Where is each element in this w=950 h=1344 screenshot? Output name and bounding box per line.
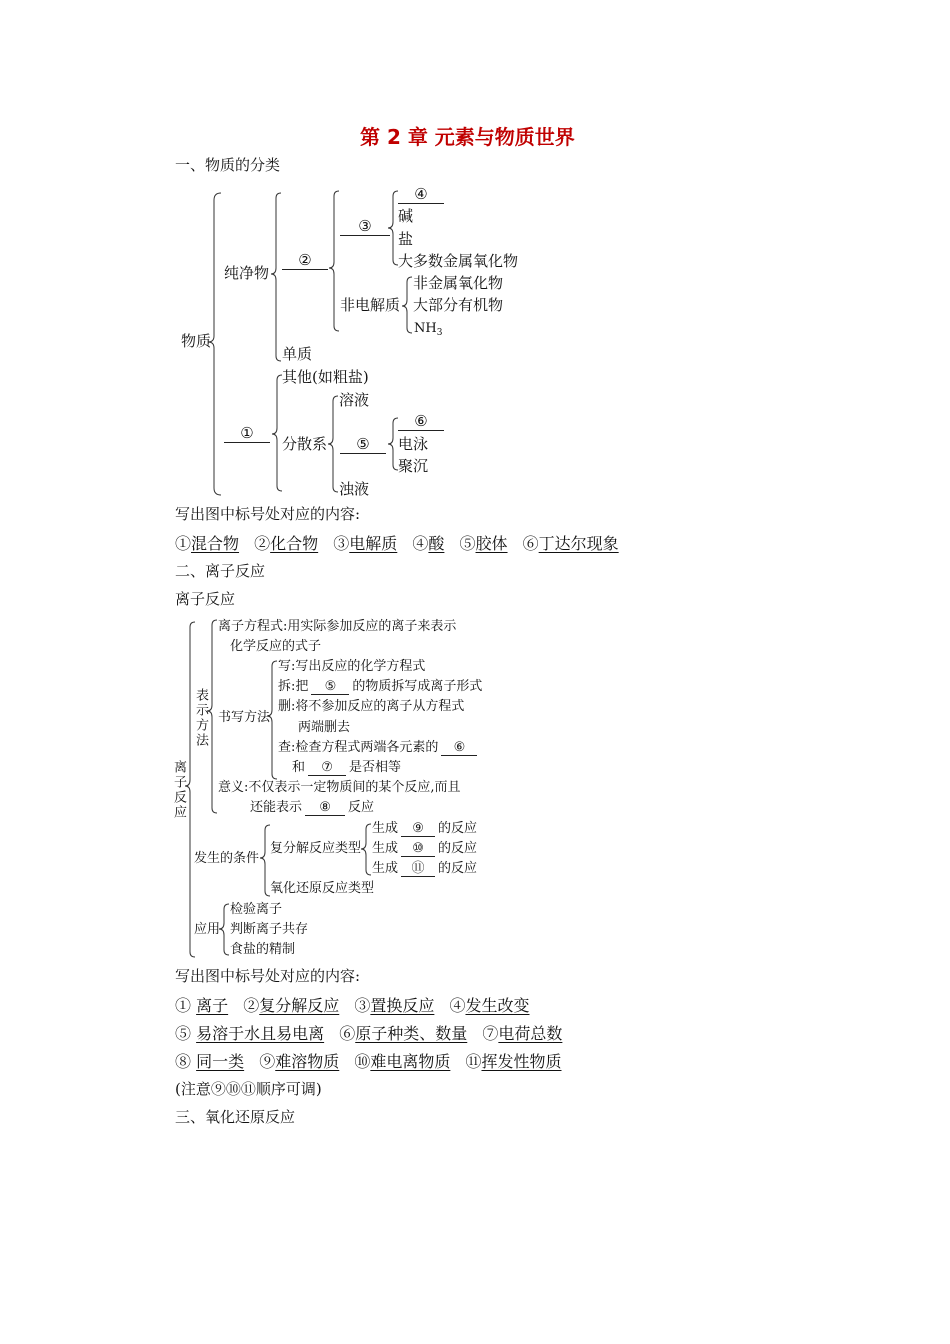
node-metal-oxide: 大多数金属氧化物: [398, 252, 519, 270]
node-and: [292, 761, 401, 776]
answer-num: ①: [175, 996, 192, 1015]
answer-num: ②: [254, 534, 271, 553]
answer-text: 电解质: [349, 534, 398, 553]
answer-text: 混合物: [191, 534, 240, 553]
section1-prompt: 写出图中标号处对应的内容:: [175, 505, 361, 523]
page-title: 第 2 章 元素与物质世界: [360, 125, 575, 149]
blank-9-ion: ⑨: [401, 822, 435, 837]
node-coagulation: 聚沉: [398, 457, 429, 475]
answer-text: 同一类: [196, 1052, 245, 1071]
answer-num: ⑦: [482, 1024, 499, 1043]
node-express-method: 表示方法: [193, 688, 208, 748]
node-solution: 溶液: [339, 391, 370, 409]
node-eq-def-2: 化学反应的式子: [230, 639, 322, 654]
blank-6: ⑥: [398, 414, 444, 431]
answer-num: ①: [175, 534, 192, 553]
node-writing-method: 书写方法: [218, 710, 271, 725]
node-app-3: 食盐的精制: [230, 942, 296, 957]
node-organics: 大部分有机物: [413, 296, 504, 314]
nh3-subscript: 3: [436, 328, 443, 338]
blank-8-ion: ⑧: [305, 801, 345, 816]
answer-text: 原子种类、数量: [355, 1024, 468, 1043]
node-conditions: 发生的条件: [194, 851, 260, 866]
section2-answers-row-2: [175, 1026, 562, 1042]
answer-text: 难电离物质: [370, 1052, 451, 1071]
answer-text: 复分解反应: [259, 996, 340, 1015]
gen-label: 生成: [372, 841, 399, 856]
meaning-prefix: 还能表示: [250, 800, 303, 815]
blank-5-ion: ⑤: [311, 680, 349, 695]
split-prefix: 拆:把: [278, 679, 309, 694]
blank-2: ②: [282, 253, 328, 270]
answer-text: 电荷总数: [498, 1024, 563, 1043]
node-meaning-1: 意义:不仅表示一定物质间的某个反应,而且: [218, 780, 461, 795]
answer-text: 发生改变: [465, 996, 530, 1015]
node-split: [278, 680, 482, 695]
node-salt: 盐: [398, 230, 414, 248]
node-substance: 物质: [181, 332, 212, 350]
section3-heading: 三、氧化还原反应: [175, 1108, 296, 1126]
blank-5: ⑤: [340, 437, 386, 454]
gen-label: 生成: [372, 821, 399, 836]
node-application: 应用: [194, 922, 221, 937]
blank-6-ion: ⑥: [441, 741, 477, 756]
split-suffix: 的物质拆写成离子形式: [352, 679, 483, 694]
answer-text: 挥发性物质: [481, 1052, 562, 1071]
answer-text: 胶体: [475, 534, 508, 553]
node-app-2: 判断离子共存: [230, 922, 309, 937]
blank-10-ion: ⑩: [401, 842, 435, 857]
answer-num: ⑪: [465, 1052, 482, 1071]
node-base: 碱: [398, 207, 414, 225]
node-gen-10: [372, 842, 477, 857]
and-suffix: 是否相等: [349, 760, 402, 775]
node-gen-9: [372, 822, 477, 837]
blank-7-ion: ⑦: [308, 761, 346, 776]
node-meaning-2: [250, 801, 374, 816]
and-prefix: 和: [292, 760, 306, 775]
section2-subheading: 离子反应: [175, 590, 236, 608]
node-element: 单质: [282, 345, 313, 363]
answer-num: ④: [449, 996, 466, 1015]
node-pure-substance: 纯净物: [224, 264, 270, 282]
answer-text: 离子: [196, 996, 229, 1015]
answer-num: ⑧: [175, 1052, 192, 1071]
answer-text: 置换反应: [370, 996, 435, 1015]
node-app-1: 检验离子: [230, 902, 283, 917]
answer-num: ③: [333, 534, 350, 553]
gen-label: 生成: [372, 861, 399, 876]
blank-3: ③: [340, 219, 390, 236]
node-eq-def-1: 离子方程式:用实际参加反应的离子来表示: [218, 619, 457, 634]
node-ion-reaction: 离子反应: [171, 760, 186, 820]
gen-suffix: 的反应: [438, 841, 478, 856]
section2-answers-row-1: [175, 998, 530, 1014]
gen-suffix: 的反应: [438, 821, 478, 836]
node-check: [278, 741, 477, 756]
meaning-suffix: 反应: [348, 800, 375, 815]
check-prefix: 查:检查方程式两端各元素的: [278, 740, 439, 755]
node-gen-11: [372, 862, 477, 877]
answer-text: 易溶于水且易电离: [196, 1024, 325, 1043]
answer-text: 酸: [428, 534, 445, 553]
answer-text: 难溶物质: [275, 1052, 340, 1071]
section2-note: (注意⑨⑩⑪顺序可调): [175, 1080, 322, 1098]
answer-num: ⑤: [175, 1024, 192, 1043]
answer-num: ⑥: [339, 1024, 356, 1043]
blank-4: ④: [398, 187, 444, 204]
blank-11-ion: ⑪: [401, 862, 435, 877]
node-electrophoresis: 电泳: [398, 435, 429, 453]
answer-num: ④: [412, 534, 429, 553]
node-write: 写:写出反应的化学方程式: [278, 659, 426, 674]
section2-heading: 二、离子反应: [175, 562, 266, 580]
node-nonmetal-oxide: 非金属氧化物: [413, 274, 504, 292]
node-metathesis: 复分解反应类型: [270, 841, 362, 856]
answer-text: 丁达尔现象: [538, 534, 619, 553]
node-nonelectrolyte: 非电解质: [340, 296, 401, 314]
blank-1: ①: [224, 426, 270, 443]
section2-prompt: 写出图中标号处对应的内容:: [175, 967, 361, 985]
section2-answers-row-3: [175, 1054, 562, 1070]
node-other: 其他(如粗盐): [282, 368, 369, 386]
answer-num: ②: [243, 996, 260, 1015]
node-delete-2: 两端删去: [298, 720, 351, 735]
answer-num: ⑤: [459, 534, 476, 553]
answer-num: ⑨: [259, 1052, 276, 1071]
node-turbid: 浊液: [339, 480, 370, 498]
section1-heading: 一、物质的分类: [175, 156, 281, 174]
answer-num: ⑩: [354, 1052, 371, 1071]
node-delete-1: 删:将不参加反应的离子从方程式: [278, 699, 465, 714]
answer-num: ③: [354, 996, 371, 1015]
node-dispersion: 分散系: [282, 435, 328, 453]
nh3-text: NH: [414, 321, 437, 336]
answer-num: ⑥: [522, 534, 539, 553]
gen-suffix: 的反应: [438, 861, 478, 876]
answer-text: 化合物: [270, 534, 319, 553]
node-redox-type: 氧化还原反应类型: [270, 881, 375, 896]
